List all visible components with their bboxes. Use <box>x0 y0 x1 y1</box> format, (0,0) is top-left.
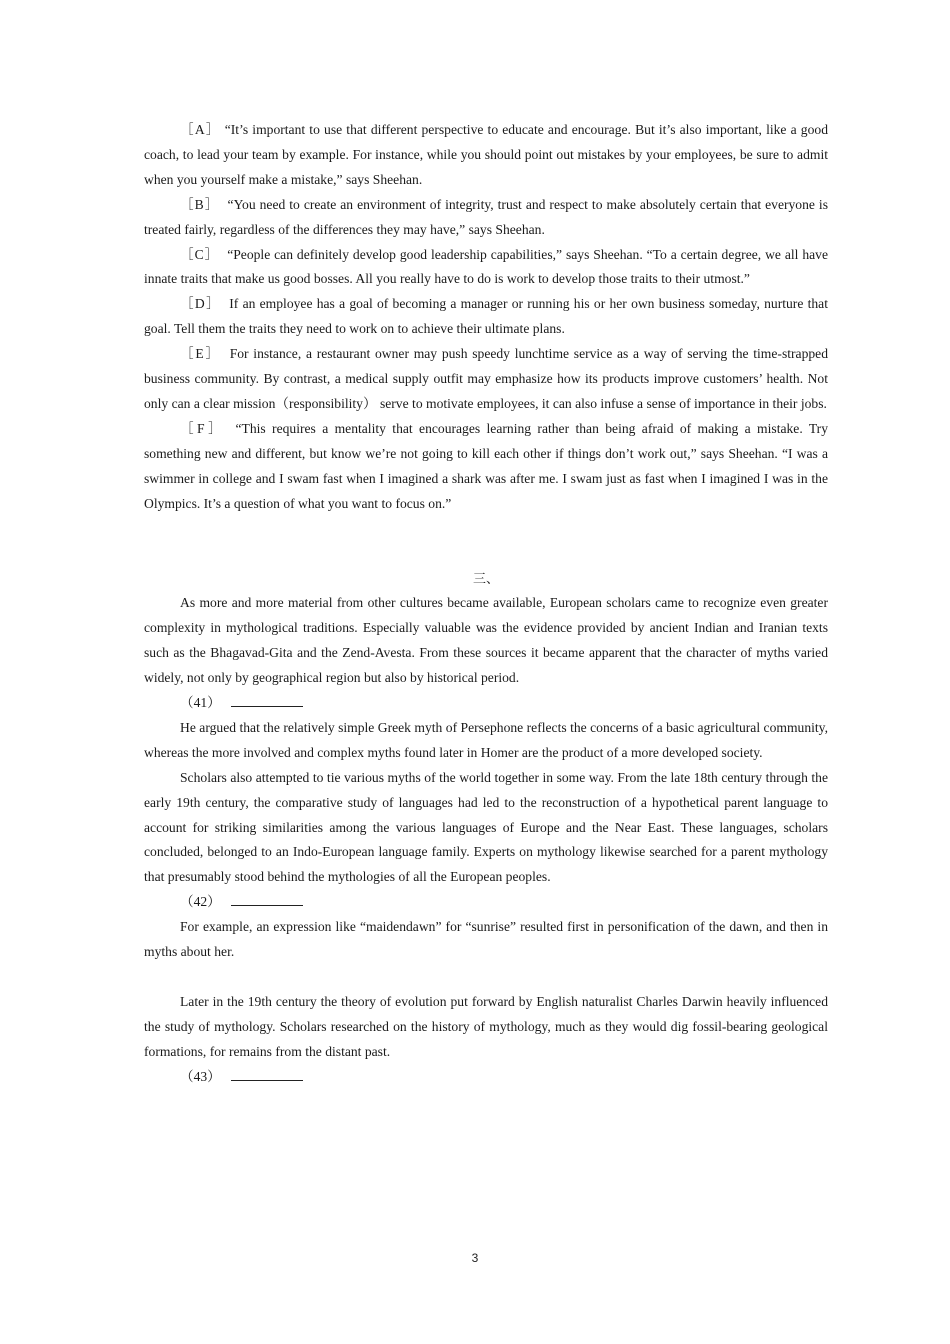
option-text: If an employee has a goal of becoming a manager or running his or her own business someday, nurture that goal. Tell them the traits they need to work on to achieve their ultimate plans. <box>144 296 828 337</box>
option-label: ［C］ <box>180 246 220 262</box>
passage-paragraph-2: He argued that the relatively simple Greek myth of Persephone reflects the concerns of a basic agricultural community, whereas the more involved and complex myths found later in Homer are the product of a more developed society. <box>144 719 828 760</box>
option-f <box>144 417 828 517</box>
option-text: “People can definitely develop good leadership capabilities,” says Sheehan. “To a certain degree, we all have innate traits that make us good bosses. All you really have to do is work to develop those traits to their utmost.” <box>144 246 828 287</box>
option-text: “This requires a mentality that encourages learning rather than being afraid of making a mistake. Try something new and different, but know we’re not going to kill each other if things don’t work out,” says Sheehan. “I was a swimmer in college and I swam fast when I imagined a shark was after me. I swam just as fast when I imagined I was in the Olympics. It’s a question of what you want to focus on.” <box>144 420 828 511</box>
option-label: ［A］ <box>180 122 221 137</box>
section-heading: 三、 <box>472 570 499 586</box>
answer-blank-43[interactable] <box>231 1068 303 1081</box>
option-label: ［E］ <box>180 346 221 362</box>
option-text: “You need to create an environment of integrity, trust and respect to make absolutely certain that everyone is treated fairly, regardless of the differences they may have,” says Sheehan. <box>144 196 828 237</box>
option-a <box>144 118 828 193</box>
passage-paragraph-1: As more and more material from other cultures became available, European scholars came to recognize even greater complexity in mythological traditions. Especially valuable was the evidence provided by ancient Indian and Iranian texts such as the Bhagavad-Gita and the Zend-Avesta. From these sources it became apparent that the character of myths varied widely, not only by geographical region but also by historical period. <box>144 595 828 686</box>
question-number: （41） <box>180 695 221 711</box>
question-41 <box>144 691 828 716</box>
page-number: 3 <box>471 1251 479 1265</box>
option-e <box>144 342 828 417</box>
option-text: For instance, a restaurant owner may push speedy lunchtime service as a way of serving the time-strapped business community. By contrast, a medical supply outfit may emphasize how its products improve customers’ health. Not only can a clear mission（responsibility） serve to motivate employees, it can also infuse a sense of importance in their jobs. <box>144 346 828 411</box>
passage-paragraph-3: Scholars also attempted to tie various myths of the world together in some way. From the late 18th century through the early 19th century, the comparative study of languages had led to the reconstruction of a hypothetical parent language to account for striking similarities among the various languages of Europe and the Near East. These languages, scholars concluded, belonged to an Indo-European language family. Experts on mythology likewise searched for a parent mythology that presumably stood behind the mythologies of all the European peoples. <box>144 769 828 885</box>
question-43 <box>144 1065 828 1090</box>
option-label: ［B］ <box>180 196 220 212</box>
option-c <box>144 243 828 293</box>
answer-blank-42[interactable] <box>231 893 303 906</box>
question-number: （43） <box>180 1068 221 1084</box>
option-label: ［D］ <box>180 296 222 312</box>
page-content <box>144 118 828 1090</box>
answer-blank-41[interactable] <box>231 694 303 707</box>
passage-paragraph-5: Later in the 19th century the theory of evolution put forward by English naturalist Charles Darwin heavily influenced the study of mythology. Scholars researched on the history of mythology, much as they would dig fossil-bearing geological formations, for remains from the distant past. <box>144 994 828 1059</box>
passage-paragraph-4: For example, an expression like “maidendawn” for “sunrise” resulted first in personification of the dawn, and then in myths about her. <box>144 919 828 960</box>
option-label: ［F］ <box>180 420 226 436</box>
option-text: “It’s important to use that different perspective to educate and encourage. But it’s also important, like a good coach, to lead your team by example. For instance, while you should point out mistakes by your employees, be sure to admit when you yourself make a mistake,” says Sheehan. <box>144 122 828 187</box>
option-d <box>144 292 828 342</box>
option-b <box>144 193 828 243</box>
paragraph-gap <box>144 965 828 990</box>
section-gap <box>144 517 828 567</box>
question-42 <box>144 890 828 915</box>
question-number: （42） <box>180 894 221 910</box>
